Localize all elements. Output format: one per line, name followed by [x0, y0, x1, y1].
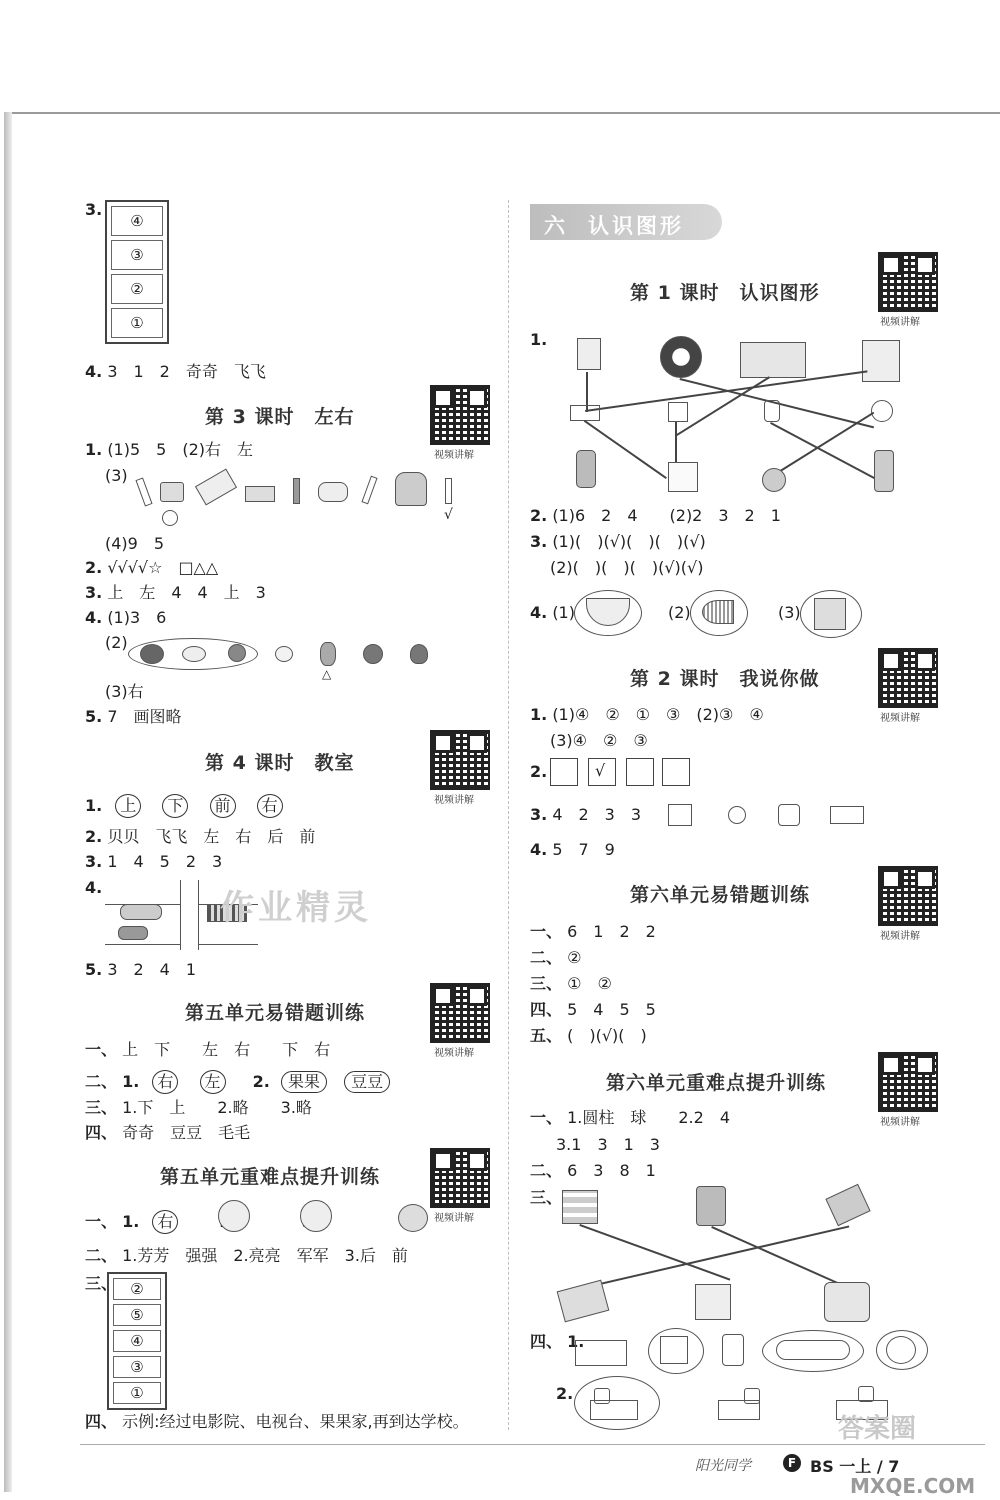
gift-cube-icon: [695, 1284, 731, 1320]
ovaled-answer: 果果: [281, 1071, 327, 1093]
brand-logo: 阳光同学: [695, 1458, 751, 1474]
car-icon: [120, 904, 162, 920]
rubiks-cube-icon: [562, 1190, 598, 1224]
u6a-q2-text: ②: [567, 948, 582, 967]
circled-answer: 右: [152, 1210, 178, 1234]
r-q3-part2: (2)( )( )( )(√)(√): [550, 558, 704, 577]
cube-shape: [668, 804, 692, 826]
u6a-q1-text: 6 1 2 2: [567, 922, 656, 941]
s4-q2-number: 2.: [85, 827, 103, 846]
s3-q4-part2: (2): [105, 633, 128, 652]
qr-code-icon[interactable]: [878, 648, 938, 708]
u5a-q1-text: 上 下 左 右 下 右: [122, 1040, 331, 1059]
answer-box-checked: √: [588, 758, 616, 786]
s3-q1-part4: (4)9 5: [105, 534, 165, 553]
column-divider: [508, 200, 510, 1430]
u6a-q3-number: 三、: [530, 974, 563, 993]
block-model: [744, 1388, 760, 1404]
sphere-shape: [728, 806, 746, 824]
gift-cuboid-icon: [557, 1280, 610, 1323]
r-q4: [530, 603, 575, 623]
box-icon: [740, 342, 806, 378]
qr-code-icon[interactable]: [878, 252, 938, 312]
football-icon: [660, 336, 702, 378]
s3-q4-number: 4.: [85, 608, 103, 627]
r2-q4: [530, 840, 615, 860]
u5a-q3-text: 1.下 上 2.略 3.略: [122, 1098, 312, 1117]
connector-line: [578, 1225, 849, 1289]
u6b-q4-part2: 2.: [556, 1384, 574, 1403]
s3-q3-number: 3.: [85, 583, 103, 602]
stamp-watermark: 答案圈: [838, 1414, 917, 1444]
u5a-q2-number: 二、: [85, 1072, 118, 1091]
ovaled-answer: 豆豆: [344, 1071, 390, 1093]
u5a-q4: [85, 1123, 250, 1143]
pineapple-icon: [320, 642, 336, 666]
cube-icon: [814, 598, 846, 630]
s4-q4-number: 4.: [85, 878, 103, 897]
r2-q1: [530, 705, 764, 725]
r-q3-text: (1)( )(√)( )( )(√): [552, 532, 706, 551]
circled-answer: 上: [115, 794, 141, 818]
s3-q3: [85, 583, 266, 603]
backpack-icon: [395, 472, 427, 506]
r-q1-number: 1.: [530, 330, 548, 349]
connector-line: [770, 422, 877, 480]
u5a-q2: [85, 1070, 396, 1094]
s4-q2-text: 贝贝 飞飞 左 右 后 前: [107, 827, 316, 846]
qr-label: 视频讲解: [434, 795, 474, 806]
pencil-case-icon: [195, 468, 237, 505]
s4-q1: [85, 794, 291, 818]
circled-answer: 右: [257, 794, 283, 818]
u6a-q4-text: 5 4 5 5: [567, 1000, 656, 1019]
block-model: [858, 1386, 874, 1402]
u6b-q1: [530, 1108, 730, 1128]
qr-code-icon[interactable]: [430, 1148, 490, 1208]
q4-number: 4.: [85, 362, 103, 381]
s4-q3-text: 1 4 5 2 3: [107, 852, 223, 871]
u5b-q2: [85, 1246, 408, 1266]
qr-label: 视频讲解: [880, 931, 920, 942]
s3-q3-text: 上 左 4 4 上 3: [107, 583, 266, 602]
site-watermark: MXQE.COM: [850, 1474, 976, 1498]
stack-cell: ④: [111, 206, 163, 236]
r-q2-number: 2.: [530, 506, 548, 525]
apple-icon: [228, 644, 246, 662]
road-edge: [198, 944, 258, 945]
eraser-icon: [245, 486, 275, 502]
u5b-q4-number: 四、: [85, 1412, 118, 1431]
cuboid-shape: [570, 405, 600, 421]
unit-number: 六: [544, 214, 568, 238]
cylinder-can-icon: [696, 1186, 726, 1226]
u6b-q2-text: 6 3 8 1: [567, 1161, 656, 1180]
s4-q1-number: 1.: [85, 796, 103, 815]
car-icon: [118, 926, 148, 940]
watermark: 作业精灵: [220, 888, 372, 928]
qr-label: 视频讲解: [434, 1213, 474, 1224]
connector-line: [780, 412, 874, 472]
s3-q1-text: (1)5 5 (2)右 左: [107, 440, 254, 459]
q3-number: 3.: [85, 200, 103, 219]
child-face-icon: [398, 1204, 428, 1232]
u6a-q2-number: 二、: [530, 948, 563, 967]
u6b-q4-part1: 1.: [567, 1332, 585, 1351]
section-title-r-lesson2: 第 2 课时 我说你做: [630, 668, 820, 690]
u6b-q2-number: 二、: [530, 1161, 563, 1180]
pencil-icon: [135, 477, 152, 506]
cylinder-shape: [722, 1334, 744, 1366]
s3-q5-number: 5.: [85, 707, 103, 726]
cylinder-shape: [764, 400, 780, 422]
r-q3: [530, 532, 706, 552]
strawberry-icon: [410, 644, 428, 664]
s3-q1-part3: (3): [105, 466, 128, 485]
u5a-q3-number: 三、: [85, 1098, 118, 1117]
r2-q3: [530, 805, 641, 825]
dice-icon: [668, 462, 698, 492]
qr-code-icon[interactable]: [430, 730, 490, 790]
peach-icon: [182, 646, 206, 662]
r-q3-number: 3.: [530, 532, 548, 551]
stack-cell: ③: [111, 240, 163, 270]
qr-label: 视频讲解: [434, 1048, 474, 1059]
qr-code-icon[interactable]: [430, 385, 490, 445]
stack-cell: ②: [111, 274, 163, 304]
cube-shape: [660, 1336, 688, 1364]
r-q4-part1: (1): [552, 603, 575, 622]
qr-code-icon[interactable]: [878, 866, 938, 926]
r2-q3-text: 4 2 3 3: [552, 805, 642, 824]
road-edge: [198, 880, 199, 950]
can-icon: [576, 450, 596, 488]
pencil-icon: [361, 476, 377, 505]
connector-line: [711, 1226, 840, 1284]
road-edge: [180, 880, 181, 950]
section-title-unit6-advanced: 第六单元重难点提升训练: [606, 1072, 827, 1094]
u6a-q4-number: 四、: [530, 1000, 563, 1019]
r2-q4-number: 4.: [530, 840, 548, 859]
section-title-lesson4: 第 4 课时 教室: [205, 752, 355, 774]
u6a-q1: [530, 922, 656, 942]
cuboid-shape: [575, 1340, 627, 1366]
u5b-q4-text: 示例:经过电影院、电视台、果果家,再到达学校。: [122, 1412, 469, 1431]
answer-box: [626, 758, 654, 786]
stack-cell: ①: [113, 1382, 161, 1404]
u6a-q5-text: ( )(√)( ): [567, 1026, 647, 1045]
u5a-q3: [85, 1098, 312, 1118]
pear-icon: [275, 646, 293, 662]
section-title-r-lesson1: 第 1 课时 认识图形: [630, 282, 820, 304]
gift-cylinder-icon: [824, 1282, 870, 1322]
u6a-q3: [530, 974, 612, 994]
u6a-q4: [530, 1000, 656, 1020]
s4-q5-text: 3 2 4 1: [107, 960, 197, 979]
u6b-q4-number: 四、: [530, 1332, 563, 1351]
r2-q1-part3: (3)④ ② ③: [550, 731, 648, 750]
u5b-q1-number: 一、: [85, 1212, 118, 1231]
cube-shape: [668, 402, 688, 422]
s3-q4-part3: (3)右: [105, 682, 144, 701]
child-face-icon: [300, 1200, 332, 1232]
u6a-q5-number: 五、: [530, 1026, 563, 1045]
r-q4-part2: (2): [668, 603, 691, 622]
s4-q5-number: 5.: [85, 960, 103, 979]
s4-q3-number: 3.: [85, 852, 103, 871]
pencil-icon: [445, 478, 452, 504]
u5a-q1: [85, 1040, 330, 1060]
section-title-unit5-errors: 第五单元易错题训练: [185, 1002, 366, 1024]
u5a-q4-number: 四、: [85, 1123, 118, 1142]
s3-q4: [85, 608, 166, 628]
edition-badge: F: [783, 1454, 801, 1472]
child-face-icon: [218, 1200, 250, 1232]
qr-code-icon[interactable]: [878, 1052, 938, 1112]
page-code: BS 一上 / 7: [810, 1457, 900, 1476]
section-title-lesson3: 第 3 课时 左右: [205, 406, 355, 428]
u6b-q2: [530, 1161, 656, 1181]
s3-q2: [85, 558, 218, 578]
s4-q2: [85, 827, 315, 847]
q4-row: [85, 362, 266, 382]
cuboid-shape: [830, 806, 864, 824]
u5b-q2-number: 二、: [85, 1246, 118, 1265]
milk-carton-icon: [577, 338, 601, 370]
circle-mark-icon: [162, 510, 178, 526]
qr-label: 视频讲解: [434, 450, 474, 461]
s3-q1: [85, 440, 253, 460]
binding-edge: [4, 112, 12, 1492]
connector-line: [584, 420, 667, 479]
r-q4-part3: (3): [778, 603, 801, 622]
qr-label: 视频讲解: [880, 1117, 920, 1128]
answer-box: [662, 758, 690, 786]
s4-q5: [85, 960, 196, 980]
connector-line: [676, 377, 770, 437]
u6b-q1-number: 一、: [530, 1108, 563, 1127]
sharpener-icon: [160, 482, 184, 502]
cylinder-shape: [778, 804, 800, 826]
r-q4-number: 4.: [530, 603, 548, 622]
triangle-mark-icon: △: [322, 667, 332, 681]
u6a-q3-text: ① ②: [567, 974, 612, 993]
s3-q2-number: 2.: [85, 558, 103, 577]
r2-q3-number: 3.: [530, 805, 548, 824]
top-rule: [10, 112, 1000, 114]
u5b-block-stack: [107, 1272, 167, 1410]
section-title-unit5-advanced: 第五单元重难点提升训练: [160, 1166, 381, 1188]
r2-q4-text: 5 7 9: [552, 840, 615, 859]
s3-q2-text: √√√√☆ □△△: [107, 558, 219, 577]
u5a-q1-number: 一、: [85, 1040, 118, 1059]
sphere-shape: [886, 1336, 916, 1364]
watermelon-icon: [140, 644, 164, 664]
pen-icon: [293, 478, 300, 504]
u5a-q2-part1: 1.: [122, 1072, 140, 1091]
s3-q4-text: (1)3 6: [107, 608, 167, 627]
shuttlecock-icon: [702, 600, 734, 624]
qr-label: 视频讲解: [880, 713, 920, 724]
circled-answer: 下: [162, 794, 188, 818]
road-edge: [105, 944, 180, 945]
stack-cell: ①: [111, 308, 163, 338]
circled-answer: 前: [210, 794, 236, 818]
s3-q1-number: 1.: [85, 440, 103, 459]
check-mark-icon: √: [444, 507, 453, 523]
u6b-q1-part3: 3.1 3 1 3: [556, 1135, 660, 1154]
u6b-q3-number: 三、: [530, 1188, 563, 1207]
ball-icon: [762, 468, 786, 492]
circled-answer: 左: [200, 1070, 226, 1094]
s3-q5-text: 7 画图略: [107, 707, 182, 726]
circled-answer: 右: [152, 1070, 178, 1094]
answer-box: [550, 758, 578, 786]
stack-cell: ②: [113, 1278, 161, 1300]
stack-cell: ④: [113, 1330, 161, 1352]
qr-label: 视频讲解: [880, 317, 920, 328]
u5b-q1: [85, 1210, 319, 1234]
u5b-q3-number: 三、: [85, 1274, 118, 1293]
sphere-shape: [871, 400, 893, 422]
u6a-q1-number: 一、: [530, 922, 563, 941]
s4-q3: [85, 852, 222, 872]
section-title-unit6-errors: 第六单元易错题训练: [630, 884, 811, 906]
tea-can-icon: [874, 450, 894, 492]
u6b-q1-text: 1.圆柱 球 2.2 4: [567, 1108, 731, 1127]
unit-title: 认识图形: [588, 214, 684, 238]
u6a-q2: [530, 948, 581, 968]
box-icon: [825, 1184, 870, 1226]
s3-q5: [85, 707, 182, 727]
r2-q2-number: 2.: [530, 762, 548, 781]
q4-text: 3 1 2 奇奇 飞飞: [107, 362, 266, 381]
r-q2-text: (1)6 2 4 (2)2 3 2 1: [552, 506, 781, 525]
unit-banner: [530, 204, 722, 240]
connector-line: [676, 422, 678, 467]
u6a-q5: [530, 1026, 647, 1046]
gift-box-icon: [862, 340, 900, 382]
qr-code-icon[interactable]: [430, 983, 490, 1043]
q3-block-stack: [105, 200, 169, 344]
grapes-icon: [363, 644, 383, 664]
r2-q1-number: 1.: [530, 705, 548, 724]
u5a-q2-part2: 2.: [252, 1072, 270, 1091]
stapler-icon: [318, 482, 348, 502]
stack-cell: ③: [113, 1356, 161, 1378]
r2-q1-text: (1)④ ② ① ③ (2)③ ④: [552, 705, 764, 724]
u5b-q1-part1: 1.: [122, 1212, 140, 1231]
flat-cylinder-shape: [776, 1340, 850, 1360]
block-model: [594, 1388, 610, 1404]
u5b-q4: [85, 1412, 469, 1432]
u5a-q4-text: 奇奇 豆豆 毛毛: [122, 1123, 251, 1142]
stack-cell: ⑤: [113, 1304, 161, 1326]
u5b-q2-text: 1.芳芳 强强 2.亮亮 军军 3.后 前: [122, 1246, 408, 1265]
r-q2: [530, 506, 781, 526]
